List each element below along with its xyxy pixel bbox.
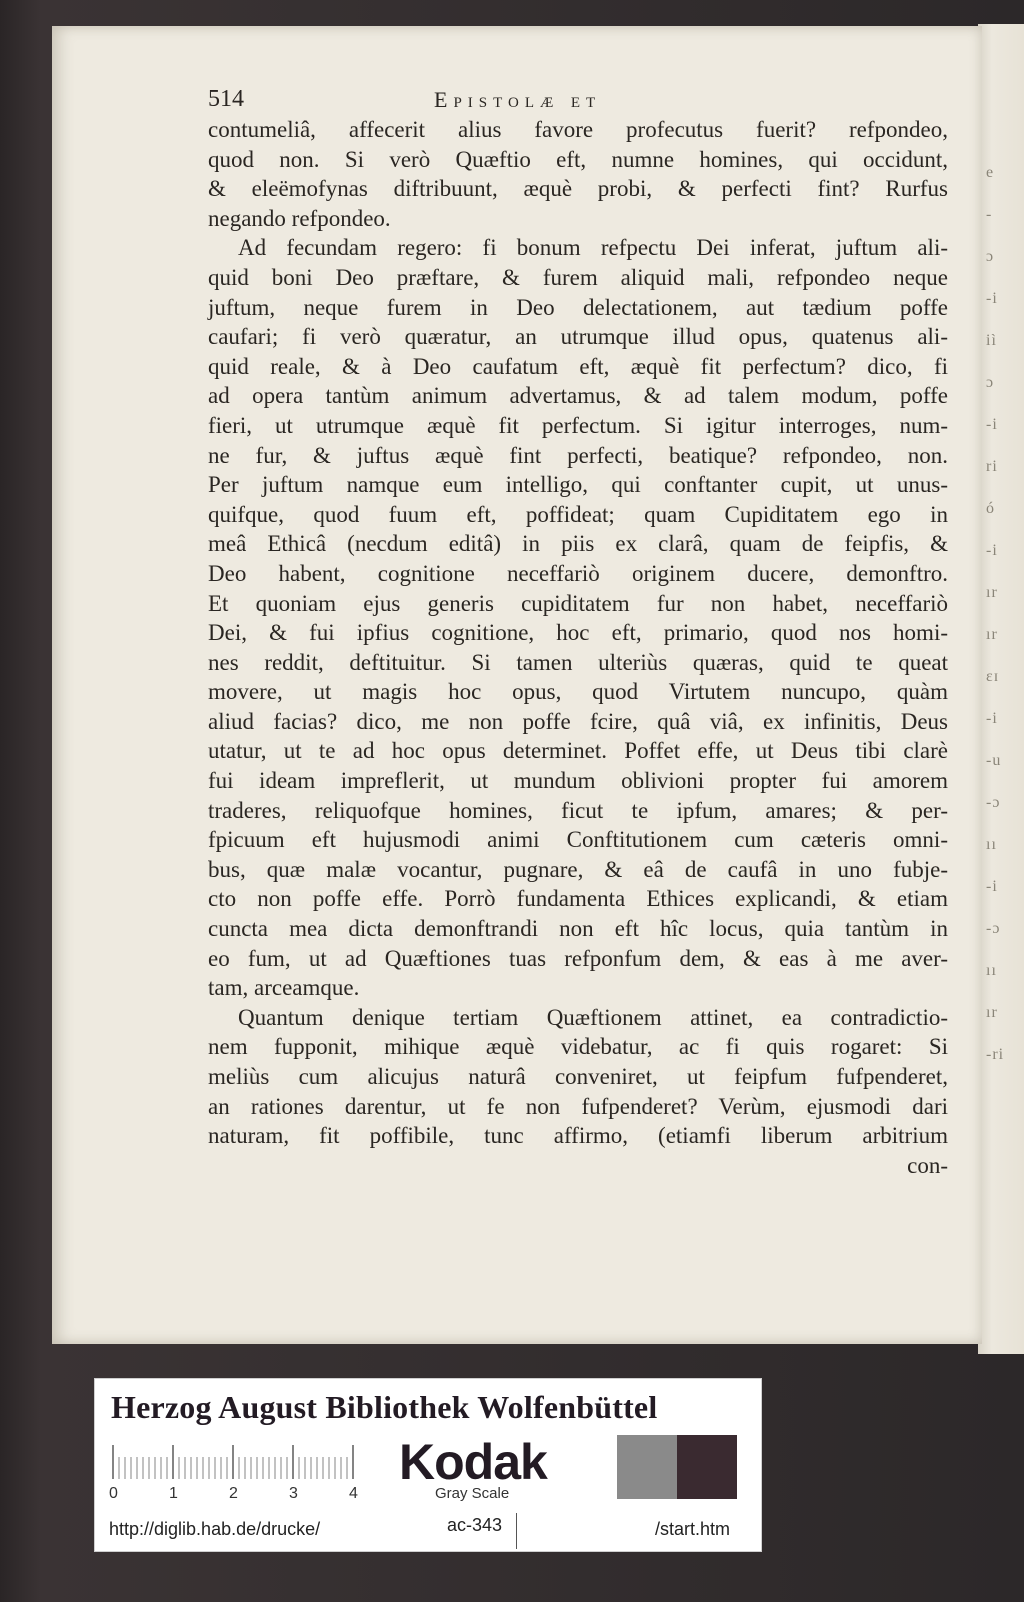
text-line: quid reale, & à Deo caufatum eft, æquè fit perfectum? dico, fi — [208, 353, 948, 379]
facing-page-fragment: -i — [986, 542, 998, 559]
facing-page-fragment: ɛɪ — [986, 668, 1000, 685]
white-swatch — [567, 1435, 617, 1499]
facing-page-fragment: iì — [986, 332, 997, 349]
text-line: juftum, neque furem in Deo delectationem, aut tædium poffe — [208, 294, 948, 320]
facing-page-fragment: ɔ — [986, 374, 995, 391]
text-line: meâ Ethicâ (necdum editâ) in piis ex clarâ, quam de feipfis, & — [208, 531, 948, 557]
gray-scale-label: Gray Scale — [435, 1485, 510, 1502]
text-line: caufari; fi verò quæratur, an utrumque illud opus, quatenus ali- — [208, 324, 948, 350]
text-line: fieri, ut utrumque æquè fit perfectum. Si igitur interroges, num- — [208, 412, 948, 438]
text-line: quifque, quod fuum eft, poffideat; quam Cupiditatem ego in — [208, 501, 948, 527]
url-left: http://diglib.hab.de/drucke/ — [109, 1519, 321, 1539]
text-line: cto non poffe effe. Porrò fundamenta Ethices explicandi, & etiam — [208, 886, 948, 912]
text-line: fpicuum eft hujusmodi animi Conftitutionem cum cæteris omni- — [208, 827, 948, 853]
text-line: naturam, fit poffibile, tunc affirmo, (etiamfi liberum arbitrium — [208, 1123, 948, 1149]
facing-page-fragment: ıı — [986, 836, 997, 853]
page-number: 514 — [208, 86, 244, 112]
text-line: nem fupponit, mihique æquè videbatur, ac fi quis rogaret: Si — [208, 1034, 948, 1060]
card-divider — [516, 1513, 517, 1549]
kodak-logo: Kodak — [399, 1434, 547, 1490]
text-line: fui ideam impreflerit, ut mundum oblivioni propter fui amorem — [208, 768, 948, 794]
facing-page-fragment: -i — [986, 416, 998, 433]
facing-page-edge — [978, 24, 1024, 1354]
page-text — [208, 85, 948, 1180]
facing-page-fragment: ır — [986, 626, 998, 643]
running-title: Epistolæ et — [434, 87, 602, 112]
facing-page-fragment: - — [986, 206, 993, 223]
facing-page-fragment: -u — [986, 752, 1002, 769]
facing-page-fragment: ıı — [986, 962, 997, 979]
ruler-scale — [111, 1441, 381, 1481]
ruler-label: 1 — [169, 1485, 178, 1502]
facing-page-fragment: -i — [986, 290, 998, 307]
text-line: contumeliâ, affecerit alius favore profecutus fuerit? refpondeo, — [208, 117, 948, 142]
facing-page-fragment: ri — [986, 458, 998, 475]
text-line: Et quoniam ejus generis cupiditatem fur non habet, neceffariò — [208, 590, 948, 616]
text-line: an rationes darentur, ut fe non fufpenderet? Verùm, ejusmodi dari — [208, 1093, 948, 1119]
text-line: traderes, reliquofque homines, ficut te ipfum, amares; & per- — [208, 797, 948, 823]
text-line: cuncta mea dicta demonftrandi non eft hîc locus, quia tantùm in — [208, 916, 948, 942]
text-line: Ad fecundam regero: fi bonum refpectu Dei inferat, juftum ali- — [238, 235, 948, 261]
text-lines — [208, 115, 948, 1151]
color-reference-card — [94, 1378, 762, 1552]
facing-page-fragment: ɔ — [986, 248, 995, 265]
running-head — [208, 85, 948, 115]
ruler-label: 2 — [229, 1485, 238, 1502]
text-line: tam, arceamque. — [208, 975, 360, 1001]
facing-page-fragment: -ɔ — [986, 794, 1001, 811]
text-line: Dei, & fui ipfius cognitione, hoc eft, primario, quod nos homi- — [208, 620, 948, 646]
library-name: Herzog August Bibliothek Wolfenbüttel — [111, 1389, 658, 1425]
text-line: nes reddit, deftituitur. Si tamen ulteriùs quæras, quid te queat — [208, 649, 948, 675]
url-right: /start.htm — [655, 1519, 731, 1539]
facing-page-fragment: ó — [986, 500, 995, 517]
text-line: quid boni Deo præftare, & furem aliquid mali, refpondeo neque — [208, 264, 948, 290]
text-line: movere, ut magis hoc opus, quod Virtutem nuncupo, quàm — [208, 679, 948, 705]
text-line: Quantum denique tertiam Quæftionem attinet, ea contradictio- — [238, 1004, 948, 1030]
text-line: aliud facias? dico, me non poffe fcire, quâ viâ, ex infinitis, Deus — [208, 708, 948, 734]
catalog-id: ac-343 — [447, 1515, 503, 1535]
gray-swatch — [617, 1435, 677, 1499]
text-line: eo fum, ut ad Quæftiones tuas refponfum dem, & eas à me aver- — [208, 945, 948, 971]
text-line: & eleëmofynas diftribuunt, æquè probi, & perfecti fint? Rurfus — [208, 176, 948, 202]
facing-page-fragment: ır — [986, 584, 998, 601]
facing-page-fragment: -i — [986, 710, 998, 727]
text-line: Per juftum namque eum intelligo, qui conftanter cupit, ut unus- — [208, 472, 948, 498]
text-line: bus, quæ malæ vocantur, pugnare, & eâ de caufâ in uno fubje- — [208, 856, 948, 882]
facing-page-fragment: e — [986, 164, 995, 181]
ruler-label: 3 — [289, 1485, 298, 1502]
text-line: ad opera tantùm animum advertamus, & ad talem modum, poffe — [208, 383, 948, 409]
text-line: ne fur, & juftus æquè fint perfecti, beatique? refpondeo, non. — [208, 442, 948, 468]
dark-swatch — [677, 1435, 737, 1499]
ruler-label: 0 — [109, 1485, 118, 1502]
facing-page-fragment: -i — [986, 878, 998, 895]
text-line: Deo habent, cognitione neceffariò originem ducere, demonftro. — [208, 560, 948, 586]
facing-page-fragment: -ɔ — [986, 920, 1001, 937]
catchword: con- — [907, 1152, 948, 1178]
text-line: utatur, ut te ad hoc opus determinet. Poffet effe, ut Deus tibi clarè — [208, 738, 948, 764]
text-line: quod non. Si verò Quæftio eft, numne homines, qui occidunt, — [208, 146, 948, 172]
ruler-label: 4 — [349, 1485, 358, 1502]
text-line: meliùs cum alicujus naturâ conveniret, ut feipfum fufpenderet, — [208, 1064, 948, 1089]
facing-page-fragment: -ri — [986, 1046, 1005, 1063]
facing-page-fragment: ır — [986, 1004, 998, 1021]
text-line: negando refpondeo. — [208, 205, 391, 231]
